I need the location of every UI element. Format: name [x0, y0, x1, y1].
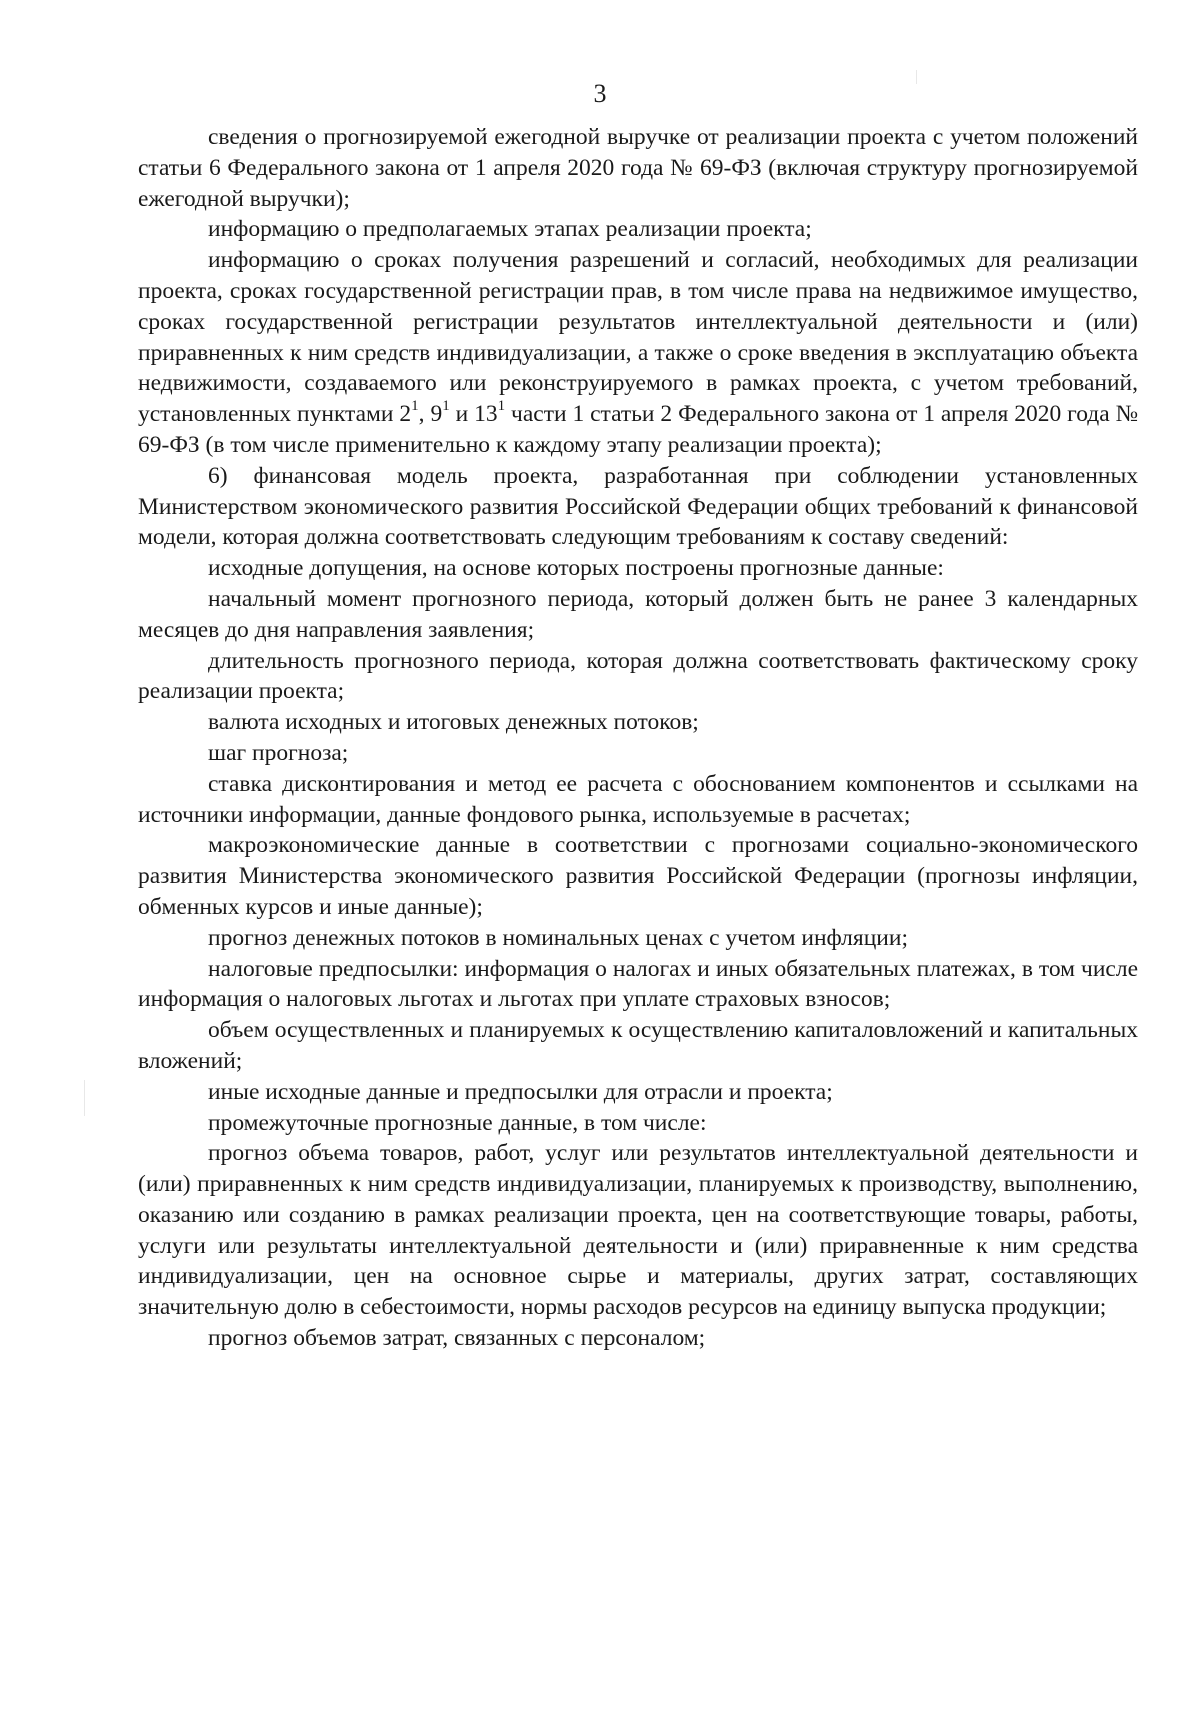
- paragraph: валюта исходных и итоговых денежных потоков;: [208, 709, 699, 736]
- paragraph-text: информацию о сроках получения разрешений и согласий, необходимых для реализации проекта, сроках государственной регистрации прав, в том числе права на недвижимое имущество, сроках государственной регистрации результатов интеллектуальной деятельности и (или) приравненных к ним средств индивидуализации, а также о сроке введения в эксплуатацию объекта недвижимости, создаваемого или реконструируемого в рамках проекта, с учетом требований, установленных пунктами 2: [138, 247, 1138, 428]
- paragraph: сведения о прогнозируемой ежегодной выручке от реализации проекта с учетом положений статьи 6 Федерального закона от 1 апреля 2020 года № 69-ФЗ (включая структуру прогнозируемой ежегодной выручки);: [138, 124, 1138, 212]
- paragraph: объем осуществленных и планируемых к осуществлению капиталовложений и капитальных вложений;: [138, 1017, 1138, 1074]
- superscript: 1: [497, 398, 506, 415]
- paragraph: информацию о предполагаемых этапах реализации проекта;: [208, 216, 812, 243]
- paragraph: начальный момент прогнозного периода, который должен быть не ранее 3 календарных месяцев до дня направления заявления;: [138, 585, 1138, 643]
- paragraph: ставка дисконтирования и метод ее расчета с обоснованием компонентов и ссылками на источники информации, данные фондового рынка, используемые в расчетах;: [138, 770, 1138, 828]
- paragraph: прогноз денежных потоков в номинальных ценах с учетом инфляции;: [208, 924, 908, 951]
- paragraph: 6) финансовая модель проекта, разработанная при соблюдении установленных Министерством экономического развития Российской Федерации общих требований к финансовой модели, которая должна соответствовать следующим требованиям к составу сведений:: [138, 462, 1138, 551]
- paragraph: прогноз объема товаров, работ, услуг или результатов интеллектуальной деятельности и (или) приравненных к ним средств индивидуализации, планируемых к производству, выполнению, оказанию или созданию в рамках реализации проекта, цен на соответствующие товары, работы, услуги или результаты интеллектуальной деятельности и (или) приравненные к ним средства индивидуализации, цен на основное сырье и материалы, других затрат, составляющих значительную долю в себестоимости, нормы расходов ресурсов на единицу выпуска продукции;: [138, 1140, 1138, 1321]
- superscript: 1: [442, 398, 450, 415]
- scan-edge-mark: [84, 1080, 85, 1116]
- scan-edge-mark: [916, 70, 917, 84]
- paragraph-text: части 1 статьи 2 Федерального закона от 1 апреля 2020 года № 69-ФЗ (в том числе применительно к каждому этапу реализации проекта);: [138, 401, 1139, 458]
- paragraph: макроэкономические данные в соответствии с прогнозами социально-экономического развития Министерства экономического развития Российской Федерации (прогнозы инфляции, обменных курсов и иные данные);: [138, 832, 1138, 920]
- paragraph: иные исходные данные и предпосылки для отрасли и проекта;: [208, 1078, 833, 1105]
- paragraph: [138, 245, 1138, 461]
- paragraph: шаг прогноза;: [208, 739, 349, 766]
- paragraph-text: , 9: [418, 401, 443, 428]
- paragraph: исходные допущения, на основе которых построены прогнозные данные:: [208, 555, 944, 582]
- paragraph: прогноз объемов затрат, связанных с персоналом;: [208, 1325, 706, 1352]
- paragraph-text: и 13: [449, 401, 498, 428]
- paragraph: длительность прогнозного периода, которая должна соответствовать фактическому сроку реализации проекта;: [138, 647, 1138, 705]
- paragraph: промежуточные прогнозные данные, в том числе:: [208, 1109, 707, 1136]
- superscript: 1: [411, 398, 419, 415]
- paragraph: налоговые предпосылки: информация о налогах и иных обязательных платежах, в том числе информация о налоговых льготах и льготах при уплате страховых взносов;: [138, 955, 1138, 1013]
- document-body: [138, 122, 1138, 1354]
- page-number: 3: [593, 79, 607, 108]
